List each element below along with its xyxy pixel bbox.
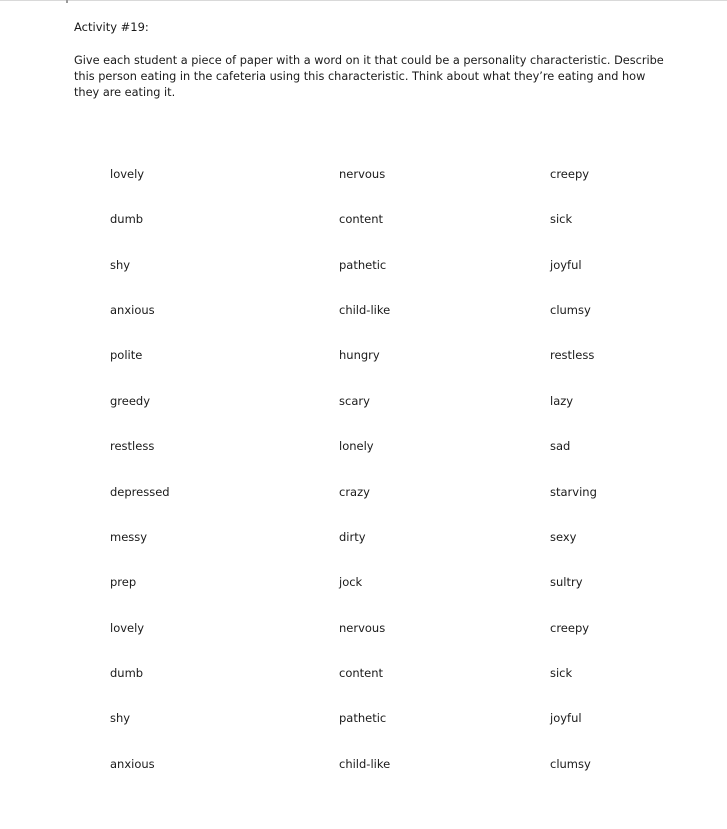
word-cell-left: anxious: [110, 757, 155, 771]
word-cell-middle: pathetic: [339, 711, 387, 725]
word-cell-middle: crazy: [339, 485, 370, 499]
word-cell-left: anxious: [110, 303, 155, 317]
page-corner-mark: [66, 0, 68, 3]
page-top-border: [0, 0, 727, 1]
word-cell-left: lovely: [110, 167, 145, 181]
word-cell-middle: child-like: [339, 757, 391, 771]
word-cell-right: creepy: [550, 167, 590, 181]
activity-title: Activity #19:: [74, 20, 149, 34]
word-cell-middle: pathetic: [339, 258, 387, 272]
word-cell-left: lovely: [110, 621, 145, 635]
word-cell-left: messy: [110, 530, 148, 544]
word-cell-middle: content: [339, 212, 384, 226]
word-cell-right: creepy: [550, 621, 590, 635]
word-cell-left: polite: [110, 348, 143, 362]
word-cell-right: lazy: [550, 394, 574, 408]
word-cell-middle: nervous: [339, 167, 386, 181]
word-cell-right: joyful: [550, 711, 582, 725]
word-cell-right: sad: [550, 439, 571, 453]
word-cell-middle: content: [339, 666, 384, 680]
word-cell-left: dumb: [110, 212, 144, 226]
word-cell-left: shy: [110, 258, 131, 272]
word-cell-left: shy: [110, 711, 131, 725]
word-cell-left: depressed: [110, 485, 170, 499]
word-cell-right: clumsy: [550, 303, 591, 317]
word-cell-right: sick: [550, 666, 573, 680]
word-cell-right: joyful: [550, 258, 582, 272]
word-cell-right: restless: [550, 348, 595, 362]
word-cell-right: sexy: [550, 530, 577, 544]
word-cell-right: clumsy: [550, 757, 591, 771]
word-cell-middle: nervous: [339, 621, 386, 635]
word-cell-middle: scary: [339, 394, 370, 408]
word-cell-right: starving: [550, 485, 597, 499]
word-cell-left: prep: [110, 575, 137, 589]
word-cell-middle: hungry: [339, 348, 380, 362]
word-cell-right: sick: [550, 212, 573, 226]
word-cell-left: dumb: [110, 666, 144, 680]
word-cell-left: restless: [110, 439, 155, 453]
word-cell-middle: lonely: [339, 439, 374, 453]
word-cell-middle: dirty: [339, 530, 366, 544]
word-cell-left: greedy: [110, 394, 151, 408]
word-cell-middle: jock: [339, 575, 363, 589]
word-cell-right: sultry: [550, 575, 583, 589]
word-cell-middle: child-like: [339, 303, 391, 317]
activity-instructions: Give each student a piece of paper with a word on it that could be a personality characteristic. Describe this person eating in the cafeteria using this characteristic. Think about what they’re eating and how they are eating it.: [74, 54, 664, 99]
